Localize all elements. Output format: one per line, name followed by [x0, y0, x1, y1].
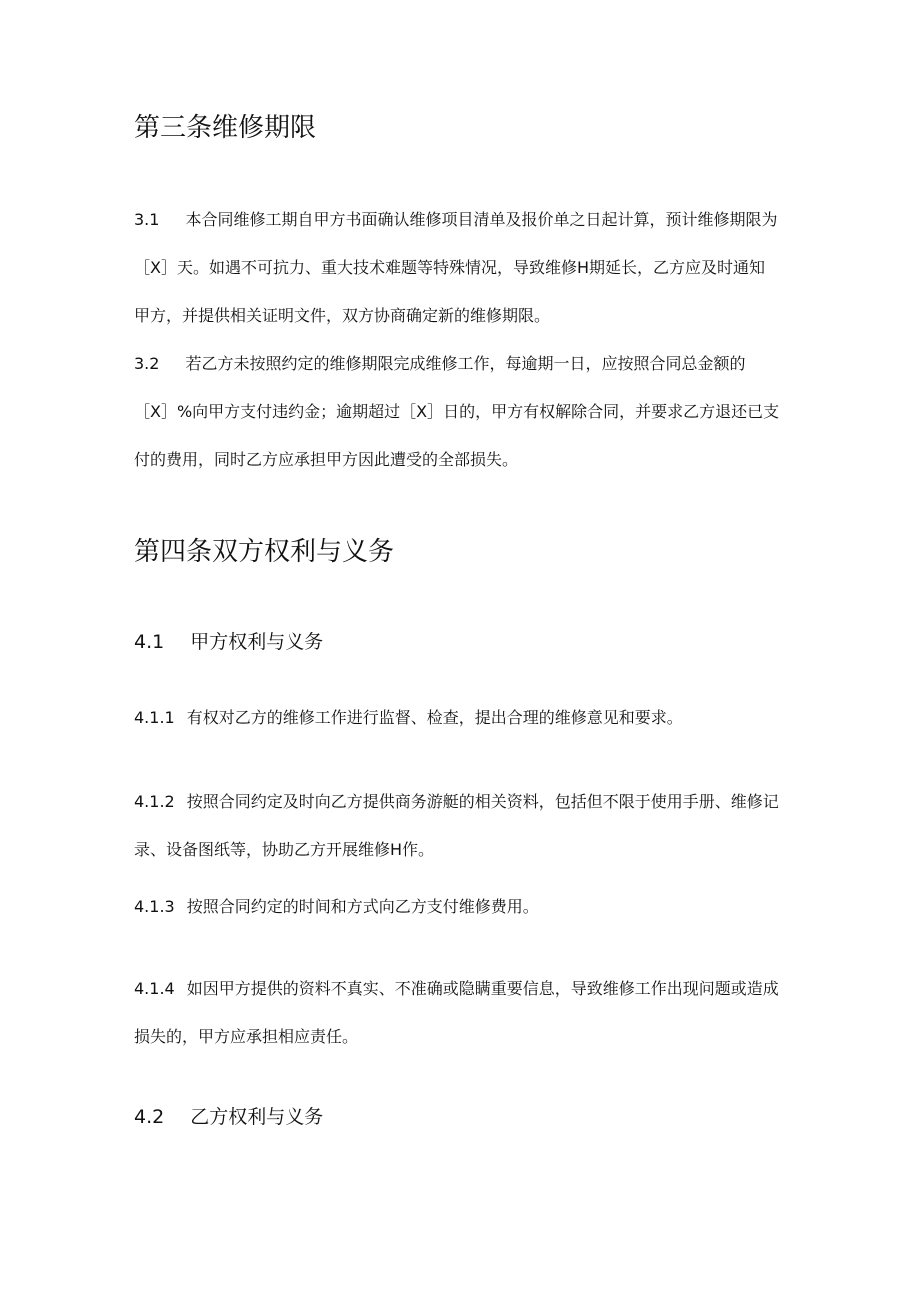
clause-number: 4.1.3 [134, 897, 175, 916]
clause-text: 有权对乙方的维修工作进行监督、检查，提出合理的维修意见和要求。 [186, 708, 683, 727]
subsection-number: 4.2 [134, 1106, 165, 1128]
clause-4-1-2 [134, 778, 780, 874]
clause-number: 4.1.2 [134, 792, 175, 811]
section-4-title: 第四条双方权利与义务 [134, 537, 395, 567]
clause-text: 若乙方未按照约定的维修期限完成维修工作，每逾期一日，应按照合同总金额的［X］%向甲方支付违约金；逾期超过［X］日的，甲方有权解除合同，并要求乙方退还已支付的费用，同时乙方应承担甲方因此遭受的全部损失。 [134, 354, 780, 469]
subsection-4-2-title [134, 1104, 323, 1130]
clause-4-1-3 [134, 883, 780, 931]
clause-text: 本合同维修工期自甲方书面确认维修项目清单及报价单之日起计算，预计维修期限为［X］天。如遇不可抗力、重大技术难题等特殊情况，导致维修H期延长，乙方应及时通知甲方，并提供相关证明文件，双方协商确定新的维修期限。 [134, 210, 778, 325]
clause-number: 4.1.1 [134, 708, 175, 727]
section-3-title: 第三条维修期限 [134, 113, 317, 143]
clause-text: 如因甲方提供的资料不真实、不准确或隐瞒重要信息，导致维修工作出现问题或造成损失的，甲方应承担相应责任。 [134, 979, 779, 1046]
subsection-number: 4.1 [134, 631, 165, 653]
subsection-4-1-title [134, 629, 323, 655]
clause-3-2 [134, 340, 780, 484]
subsection-text: 甲方权利与义务 [190, 631, 324, 653]
subsection-text: 乙方权利与义务 [190, 1106, 324, 1128]
clause-4-1-4 [134, 965, 780, 1061]
clause-text: 按照合同约定的时间和方式向乙方支付维修费用。 [186, 897, 539, 916]
clause-number: 3.2 [134, 354, 160, 373]
clause-number: 4.1.4 [134, 979, 175, 998]
clause-3-1 [134, 196, 780, 340]
clause-number: 3.1 [134, 210, 160, 229]
clause-text: 按照合同约定及时向乙方提供商务游艇的相关资料，包括但不限于使用手册、维修记录、设备图纸等，协助乙方开展维修H作。 [134, 792, 779, 859]
clause-4-1-1 [134, 694, 780, 742]
